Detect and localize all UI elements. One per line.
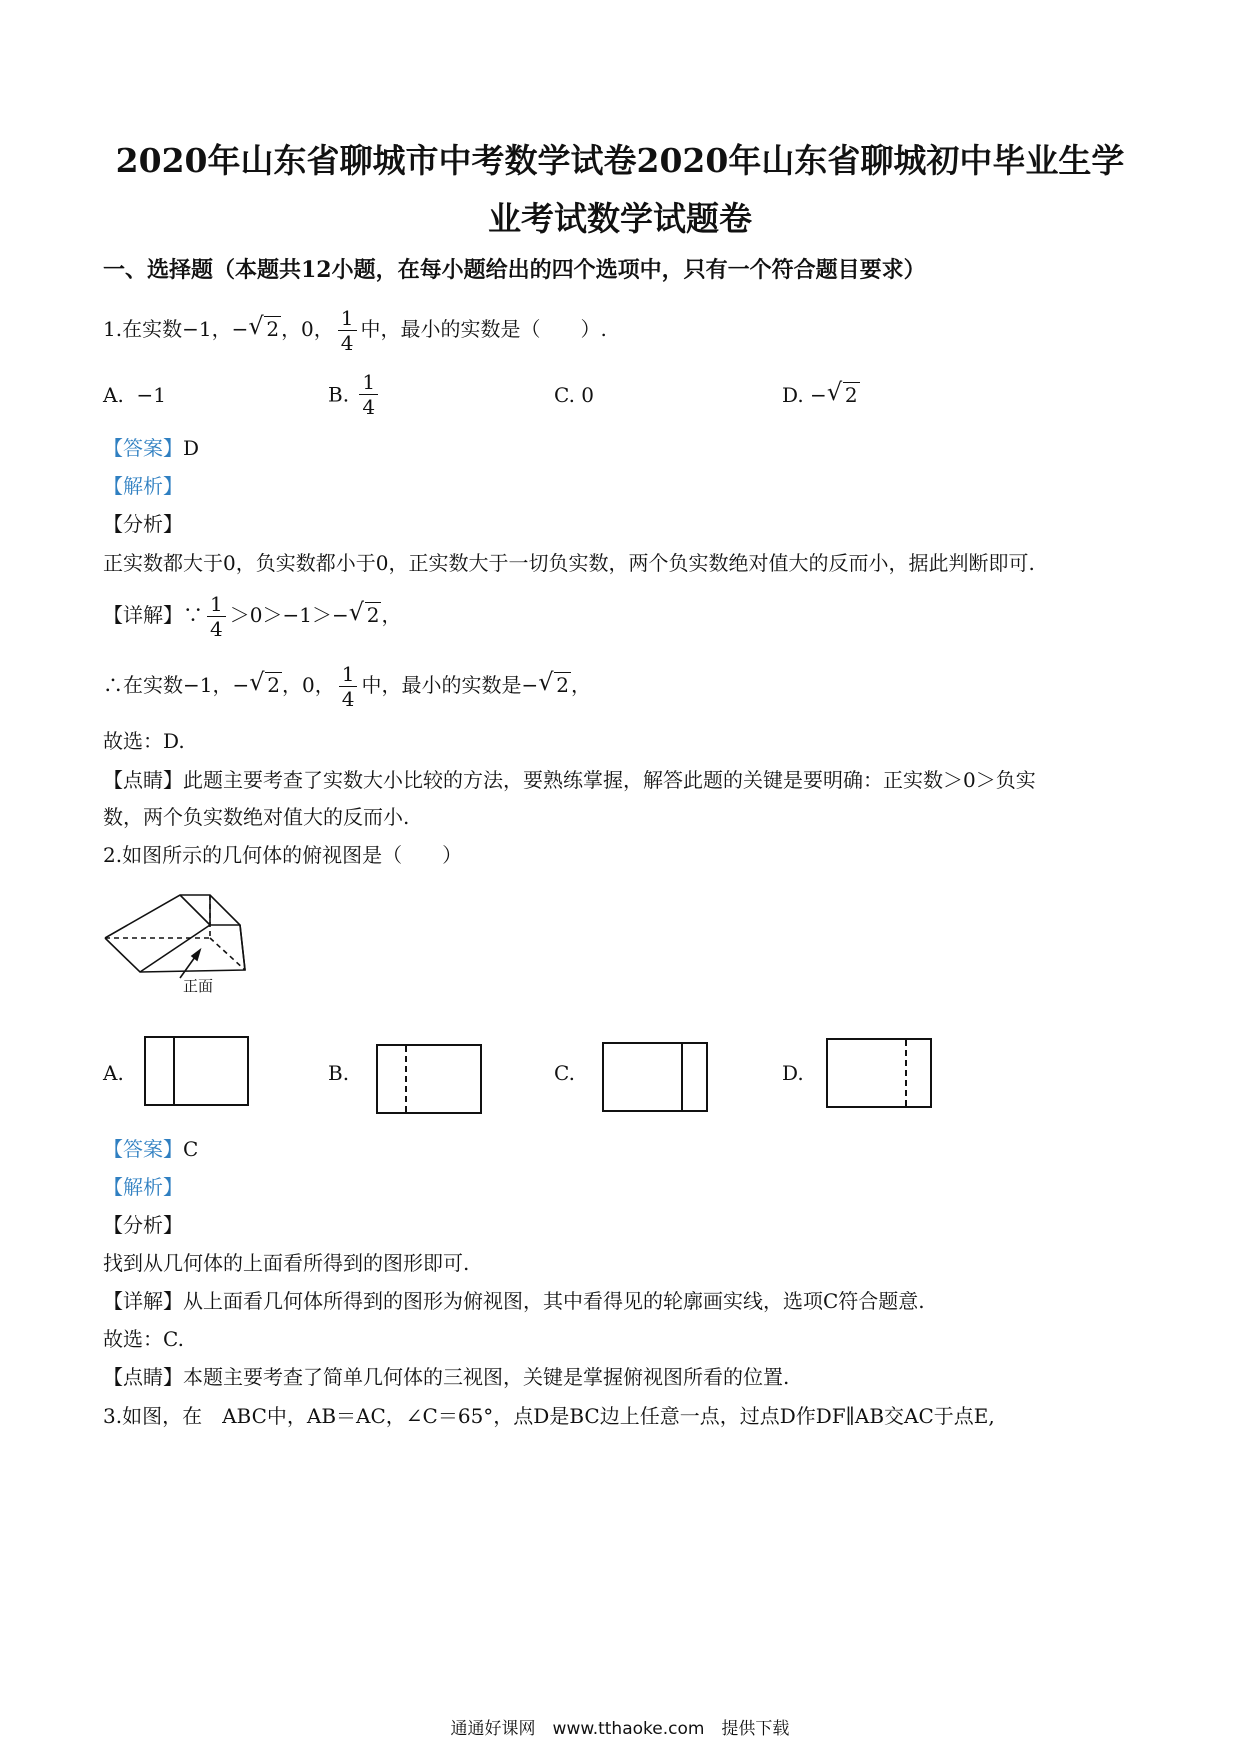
q1-therefore-radicand: 2 bbox=[267, 673, 280, 697]
q1-fenxi-text: 正实数都大于0，负实数都小于0，正实数大于一切负实数，两个负实数绝对值大的反而小，据此判断即可. bbox=[103, 551, 1035, 575]
q1-jiexi-tag: 【解析】 bbox=[103, 474, 183, 498]
q2-option-c-solid-line bbox=[681, 1044, 683, 1110]
q1-answer bbox=[103, 435, 199, 461]
q1-detail-sqrt bbox=[349, 602, 382, 628]
q2-answer-tag: 【答案】 bbox=[103, 1137, 183, 1161]
q1-stem-mid: ，0， bbox=[281, 317, 334, 341]
q2-option-a-label: A. bbox=[103, 1061, 124, 1085]
q1-therefore-prefix: ∴在实数−1，− bbox=[103, 673, 250, 697]
q1-option-b-label: B. bbox=[328, 382, 350, 407]
q2-option-c-label: C. bbox=[554, 1061, 575, 1085]
q1-therefore-end: ， bbox=[570, 673, 591, 697]
q2-option-a-solid-line bbox=[173, 1038, 175, 1104]
q1-detail-inequality: ＞0＞−1＞− bbox=[229, 603, 349, 627]
q1-therefore bbox=[103, 662, 591, 711]
q1-radicand: 2 bbox=[266, 317, 280, 341]
q2-choose: 故选：C. bbox=[103, 1327, 184, 1351]
q2-option-b-dashed-line bbox=[405, 1046, 407, 1112]
q2-option-b-label: B. bbox=[328, 1061, 350, 1085]
q2-option-a-figure bbox=[144, 1036, 249, 1106]
q1-option-d-radicand: 2 bbox=[844, 383, 858, 407]
q2-detail-text: 从上面看几何体所得到的图形为俯视图，其中看得见的轮廓画实线，选项C符合题意. bbox=[183, 1289, 925, 1313]
q1-option-b-den: 4 bbox=[362, 395, 376, 419]
q1-detail-den: 4 bbox=[210, 617, 223, 641]
page-footer: 通通好课网 www.tthaoke.com 提供下载 bbox=[450, 1719, 790, 1739]
section-heading: 一、选择题（本题共12小题，在每小题给出的四个选项中，只有一个符合题目要求） bbox=[103, 257, 926, 283]
q1-because: ∵ bbox=[183, 603, 203, 627]
q1-dianjing-line2: 数，两个负实数绝对值大的反而小. bbox=[103, 805, 410, 829]
q1-option-d bbox=[782, 382, 860, 408]
q1-detail-fraction bbox=[207, 592, 226, 641]
q1-option-d-sign: − bbox=[810, 383, 827, 407]
q2-option-d-figure bbox=[826, 1038, 932, 1108]
q2-fenxi-tag: 【分析】 bbox=[103, 1213, 183, 1237]
q1-frac-num: 1 bbox=[338, 306, 357, 331]
q2-dianjing-tag: 【点睛】 bbox=[103, 1365, 183, 1389]
q2-stem: 2.如图所示的几何体的俯视图是（ ） bbox=[103, 843, 463, 867]
q1-answer-value: D bbox=[183, 436, 200, 460]
q1-stem bbox=[103, 306, 607, 355]
page-title-line2: 业考试数学试题卷 bbox=[488, 199, 752, 238]
q2-dianjing-text: 本题主要考查了简单几何体的三视图，关键是掌握俯视图所看的位置. bbox=[183, 1365, 790, 1389]
q2-option-b-figure bbox=[376, 1044, 482, 1114]
q1-dianjing-text1: 此题主要考查了实数大小比较的方法，要熟练掌握，解答此题的关键是要明确：正实数＞0＞负实 bbox=[183, 768, 1036, 792]
q1-option-a bbox=[103, 382, 166, 408]
q2-detail-tag: 【详解】 bbox=[103, 1289, 183, 1313]
q1-therefore-fraction bbox=[339, 662, 358, 711]
q1-option-a-label: A. bbox=[103, 383, 124, 407]
q1-stem-suffix: 中，最小的实数是（ ）. bbox=[360, 317, 607, 341]
q1-option-a-value: −1 bbox=[136, 383, 167, 407]
q1-detail-tag: 【详解】 bbox=[103, 603, 183, 627]
q2-figure-label: 正面 bbox=[183, 977, 214, 995]
q1-frac-den: 4 bbox=[340, 331, 354, 355]
q1-therefore-mid: ，0， bbox=[281, 673, 335, 697]
q2-fenxi-text: 找到从几何体的上面看所得到的图形即可. bbox=[103, 1251, 470, 1275]
q3-stem: 3.如图，在 ABC中，AB＝AC，∠C＝65°，点D是BC边上任意一点，过点D作DF∥AB交AC于点E, bbox=[103, 1404, 995, 1428]
q1-therefore-mid2: 中，最小的实数是− bbox=[361, 673, 539, 697]
q2-answer bbox=[103, 1136, 198, 1162]
q1-option-b-fraction bbox=[359, 370, 378, 419]
q1-therefore-den: 4 bbox=[341, 687, 355, 711]
q1-option-b bbox=[328, 370, 382, 419]
q1-answer-tag: 【答案】 bbox=[103, 436, 183, 460]
q1-fenxi-tag: 【分析】 bbox=[103, 512, 183, 536]
q1-detail bbox=[103, 592, 401, 641]
q1-fraction bbox=[338, 306, 357, 355]
q1-stem-prefix: 1.在实数−1，− bbox=[103, 317, 249, 341]
q1-choose: 故选：D. bbox=[103, 729, 185, 753]
q1-therefore-sqrt2 bbox=[538, 672, 571, 698]
q2-answer-value: C bbox=[183, 1137, 199, 1161]
q2-option-c-figure bbox=[602, 1042, 708, 1112]
q1-dianjing-line1 bbox=[103, 767, 1036, 793]
q1-therefore-num: 1 bbox=[339, 662, 358, 687]
q1-detail-radicand: 2 bbox=[366, 603, 380, 627]
q1-option-c: C. 0 bbox=[554, 383, 595, 407]
q1-sqrt bbox=[248, 316, 281, 342]
q2-jiexi-tag: 【解析】 bbox=[103, 1175, 183, 1199]
q1-detail-end: ， bbox=[381, 603, 402, 627]
q1-therefore-sqrt bbox=[249, 672, 282, 698]
page-title-line1: 2020年山东省聊城市中考数学试卷2020年山东省聊城初中毕业生学 bbox=[115, 141, 1125, 180]
q2-option-d-dashed-line bbox=[905, 1040, 907, 1106]
q1-option-d-label: D. bbox=[782, 383, 804, 407]
q2-option-d-label: D. bbox=[782, 1061, 804, 1085]
q1-option-d-sqrt bbox=[827, 382, 860, 408]
q1-therefore-radicand2: 2 bbox=[556, 673, 569, 697]
q2-detail bbox=[103, 1288, 925, 1314]
q1-detail-num: 1 bbox=[207, 592, 226, 617]
q1-option-b-num: 1 bbox=[359, 370, 378, 395]
q2-dianjing bbox=[103, 1364, 789, 1390]
q1-dianjing-tag: 【点睛】 bbox=[103, 768, 183, 792]
